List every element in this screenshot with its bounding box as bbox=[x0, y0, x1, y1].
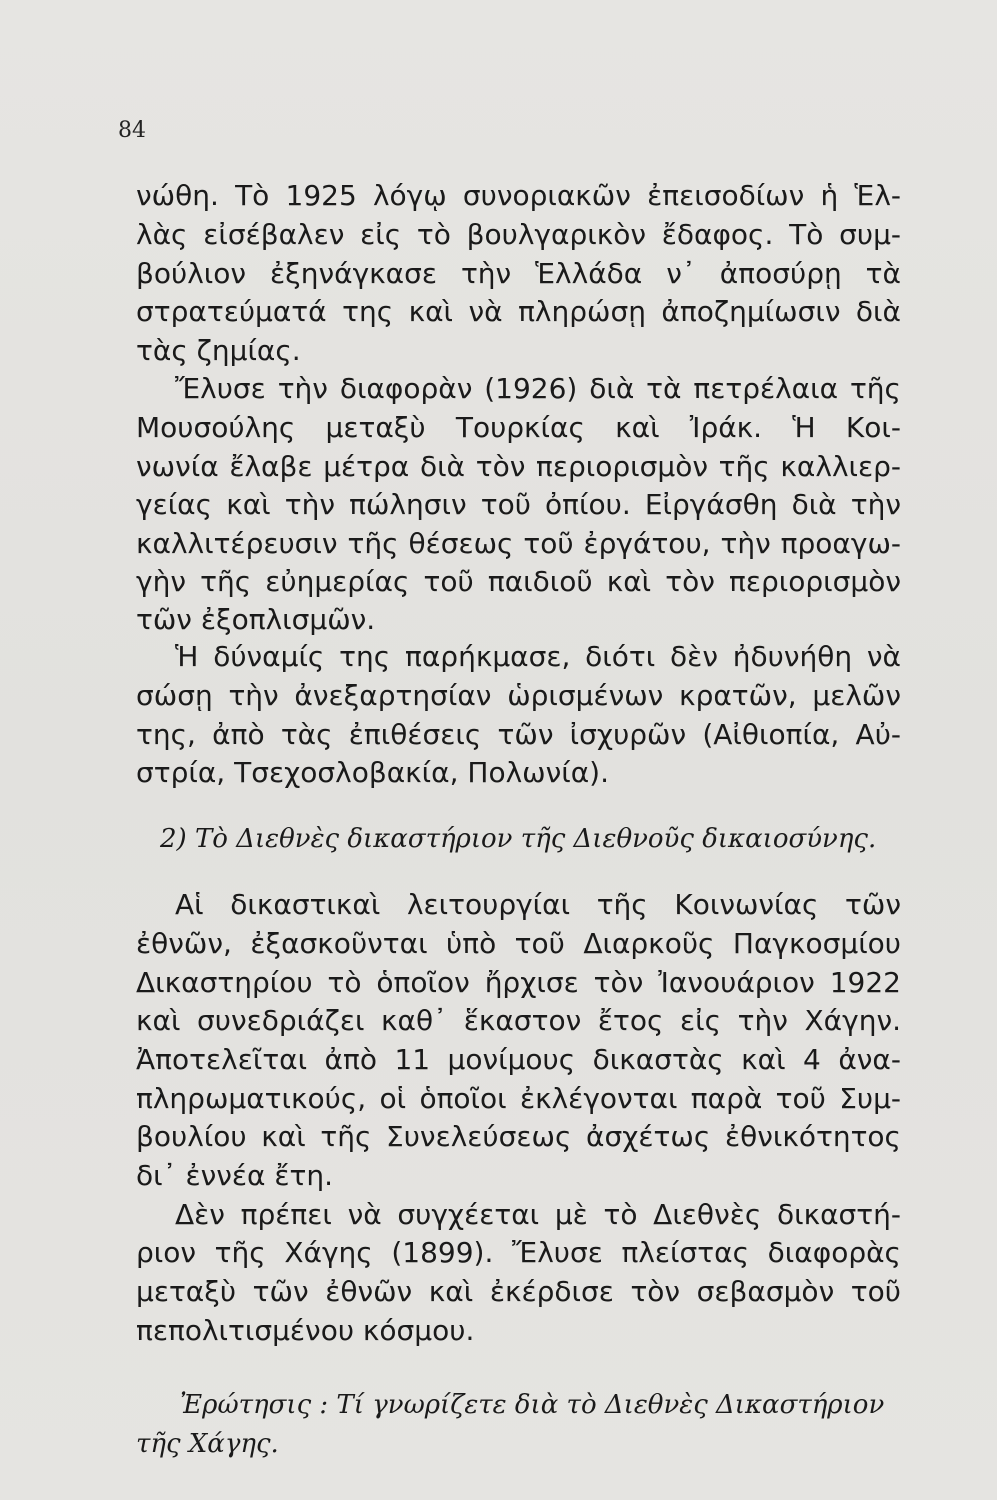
text-line: καλλιτέρευσιν τῆς θέσεως τοῦ ἐργάτου, τὴν προαγω- bbox=[136, 527, 901, 560]
text-line: της, ἀπὸ τὰς ἐπιθέσεις τῶν ἰσχυρῶν (Αἰθιοπία, Αὐ- bbox=[136, 718, 901, 751]
text-line: σώσῃ τὴν ἀνεξαρτησίαν ὡρισμένων κρατῶν, μελῶν bbox=[136, 679, 901, 712]
text-line: Ἔλυσε τὴν διαφορὰν (1926) διὰ τὰ πετρέλαια τῆς bbox=[175, 372, 901, 405]
text-line: γείας καὶ τὴν πώλησιν τοῦ ὀπίου. Εἰργάσθη διὰ τὴν bbox=[136, 488, 901, 521]
text-line: πληρωματικούς, οἱ ὁποῖοι ἐκλέγονται παρὰ τοῦ Συμ- bbox=[136, 1082, 901, 1115]
text-line: δι᾽ ἐννέα ἔτη. bbox=[136, 1159, 334, 1192]
text-line: γὴν τῆς εὐημερίας τοῦ παιδιοῦ καὶ τὸν περιορισμὸν bbox=[136, 565, 901, 598]
text-line: Δὲν πρέπει νὰ συγχέεται μὲ τὸ Διεθνὲς δικαστή- bbox=[175, 1198, 901, 1231]
text-line: στρία, Τσεχοσλοβακία, Πολωνία). bbox=[136, 756, 610, 789]
text-line: Μουσούλης μεταξὺ Τουρκίας καὶ Ἰράκ. Ἡ Κοι- bbox=[136, 411, 901, 444]
page-number: 84 bbox=[118, 118, 146, 143]
text-line: νωνία ἔλαβε μέτρα διὰ τὸν περιορισμὸν τῆς καλλιερ- bbox=[136, 450, 901, 483]
text-line: Ἡ δύναμίς της παρήκμασε, διότι δὲν ἠδυνήθη νὰ bbox=[175, 640, 901, 673]
text-line: τῶν ἐξοπλισμῶν. bbox=[136, 603, 376, 636]
text-line: ἐθνῶν, ἐξασκοῦνται ὑπὸ τοῦ Διαρκοῦς Παγκοσμίου bbox=[136, 927, 901, 960]
text-line: μεταξὺ τῶν ἐθνῶν καὶ ἐκέρδισε τὸν σεβασμὸν τοῦ bbox=[136, 1275, 901, 1308]
text-line: Δικαστηρίου τὸ ὁποῖον ἤρχισε τὸν Ἰανουάριον 1922 bbox=[136, 966, 901, 999]
text-line: Αἱ δικαστικαὶ λειτουργίαι τῆς Κοινωνίας τῶν bbox=[175, 888, 901, 921]
text-line: βουλίου καὶ τῆς Συνελεύσεως ἀσχέτως ἐθνικότητος bbox=[136, 1120, 901, 1153]
text-line: καὶ συνεδριάζει καθ᾽ ἕκαστον ἔτος εἰς τὴν Χάγην. bbox=[136, 1004, 901, 1037]
text-line: στρατεύματά της καὶ νὰ πληρώσῃ ἀποζημίωσιν διὰ bbox=[136, 295, 901, 328]
text-line: ριον τῆς Χάγης (1899). Ἔλυσε πλείστας διαφορὰς bbox=[136, 1236, 901, 1269]
text-line: νώθη. Τὸ 1925 λόγῳ συνοριακῶν ἐπεισοδίων ἡ Ἑλ- bbox=[136, 179, 901, 212]
text-line: λὰς εἰσέβαλεν εἰς τὸ βουλγαρικὸν ἔδαφος. Τὸ συμ- bbox=[136, 218, 901, 251]
question-line: Ἐρώτησις : Τί γνωρίζετε διὰ τὸ Διεθνὲς Δικαστήριον bbox=[180, 1390, 885, 1420]
text-line: Ἀποτελεῖται ἀπὸ 11 μονίμους δικαστὰς καὶ 4 ἀνα- bbox=[136, 1043, 901, 1076]
text-line: βούλιον ἐξηνάγκασε τὴν Ἑλλάδα ν᾽ ἀποσύρῃ τὰ bbox=[136, 257, 901, 290]
question-line: τῆς Χάγης. bbox=[136, 1429, 279, 1459]
section-heading: 2) Τὸ Διεθνὲς δικαστήριον τῆς Διεθνοῦς δικαιοσύνης. bbox=[160, 824, 877, 854]
text-line: πεπολιτισμένου κόσμου. bbox=[136, 1314, 475, 1347]
text-line: τὰς ζημίας. bbox=[136, 334, 301, 367]
